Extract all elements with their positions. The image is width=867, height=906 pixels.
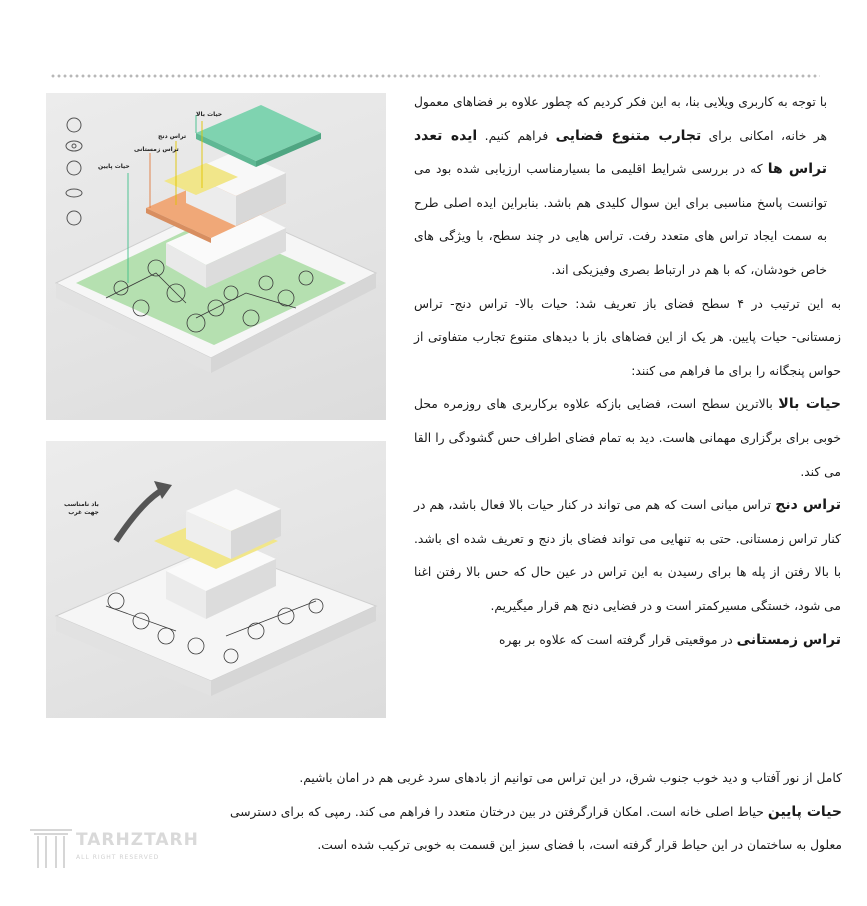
- dotted-divider: [50, 74, 820, 78]
- ear-icon: [67, 118, 81, 132]
- top-yard-title: حیات بالا: [778, 396, 841, 413]
- paragraph-top-yard: [414, 388, 841, 489]
- cozy-terrace-text: تراس میانی است که هم می تواند در کنار حیات بالا فعال باشد، هم در کنار تراس زمستانی. حتی به تنهایی می تواند فضای باز دنج و تعریف شده ای باشد. با بالا رفتن از پله ها برای رسیدن به این تراس در عین حال که حس بالا رفتن اغنا می شود، خستگی مسیرکمتر است و در فضایی دنج هم قرار میگیریم.: [414, 498, 841, 613]
- cozy-terrace-title: تراس دنج: [775, 497, 841, 514]
- house-axonometric-1: [46, 93, 386, 420]
- logo-tagline: ALL RIGHT RESERVED: [76, 854, 160, 861]
- bottom-yard-title: حیات پایین: [767, 803, 842, 820]
- intro-text: با توجه به کاربری ویلایی بنا، به این فکر کردیم که چطور علاوه بر فضاهای معمول هر خانه، امکانی برای: [414, 95, 828, 143]
- label-bottom-yard: حیات پایین: [98, 163, 130, 170]
- hand-icon: [67, 161, 81, 175]
- intro-text-end: فراهم کنیم.: [477, 128, 556, 143]
- house-axonometric-2: [46, 441, 386, 718]
- paragraph-winter-continued: [230, 762, 842, 863]
- top-yard-text: بالاترین سطح است، فضایی بازکه علاوه برکاربری های روزمره محل خوبی برای برگزاری مهمانی هاست. دید به تمام فضای اطراف حس گشودگی را القا می کند.: [414, 397, 841, 479]
- winter-terrace-text-2: کامل از نور آفتاب و دید خوب جنوب شرق، در این تراس می توانیم از بادهای سرد غربی هم در امان باشیم.: [299, 771, 842, 785]
- logo-name: TARHZTARH: [76, 830, 199, 850]
- label-west-wind: باد نامناسب جهت غرب: [64, 501, 99, 516]
- idea-text: که در بررسی شرایط اقلیمی ما بسیارمناسب ارزیابی شده بود می توانست پاسخ مناسبی برای این سوال کلیدی هم باشد. بنابراین ایده اصلی طرح به سمت ایجاد تراس های متعدد رفت. تراس هایی در چند سطح، با ویژگی های خاص خودشان، که با هم در ارتباط بصری وفیزیکی اند.: [414, 162, 827, 277]
- terrace-diagram-figure: [46, 93, 386, 420]
- bottom-yard-text: حیاط اصلی خانه است. امکان قرارگرفتن در بین درختان متعدد را فراهم می کند. رمپی که برای دسترسی معلول به ساختمان در این حیاط قرار گرفته است، با فضای سبز این قسمت به خوبی ترکیب شده است.: [230, 804, 842, 853]
- label-top-yard: حیات بالا: [196, 111, 223, 118]
- watermark-logo: [28, 824, 199, 880]
- intro-highlight: تجارب متنوع فضایی: [555, 127, 702, 144]
- idea-highlight: ایده تعدد تراس ها: [414, 127, 827, 178]
- label-cozy-terrace: تراس دنج: [158, 133, 187, 140]
- label-winter-terrace: تراس زمستانی: [134, 146, 179, 153]
- paragraph-winter-terrace: [414, 624, 841, 658]
- column-icon: [28, 824, 74, 872]
- paragraph-levels: به این ترتیب در ۴ سطح فضای باز تعریف شد: حیات بالا- تراس دنج- تراس زمستانی- حیات پایین. هر یک از این فضاهای باز با دیدهای متنوع تجارب متفاوتی از حواس پنجگانه را برای ما فراهم می کنند:: [414, 296, 841, 378]
- paragraph-bottom-yard: [230, 796, 842, 863]
- nose-icon: [67, 211, 81, 225]
- wind-diagram-figure: [46, 441, 386, 718]
- winter-terrace-title: تراس زمستانی: [736, 631, 841, 648]
- winter-terrace-text: در موقعیتی قرار گرفته است که علاوه بر بهره: [498, 632, 737, 647]
- description-text: [414, 86, 841, 657]
- mouth-icon: [66, 189, 82, 197]
- eye-icon: [66, 141, 82, 151]
- paragraph-cozy-terrace: [414, 489, 841, 623]
- paragraph-intro: [414, 86, 841, 288]
